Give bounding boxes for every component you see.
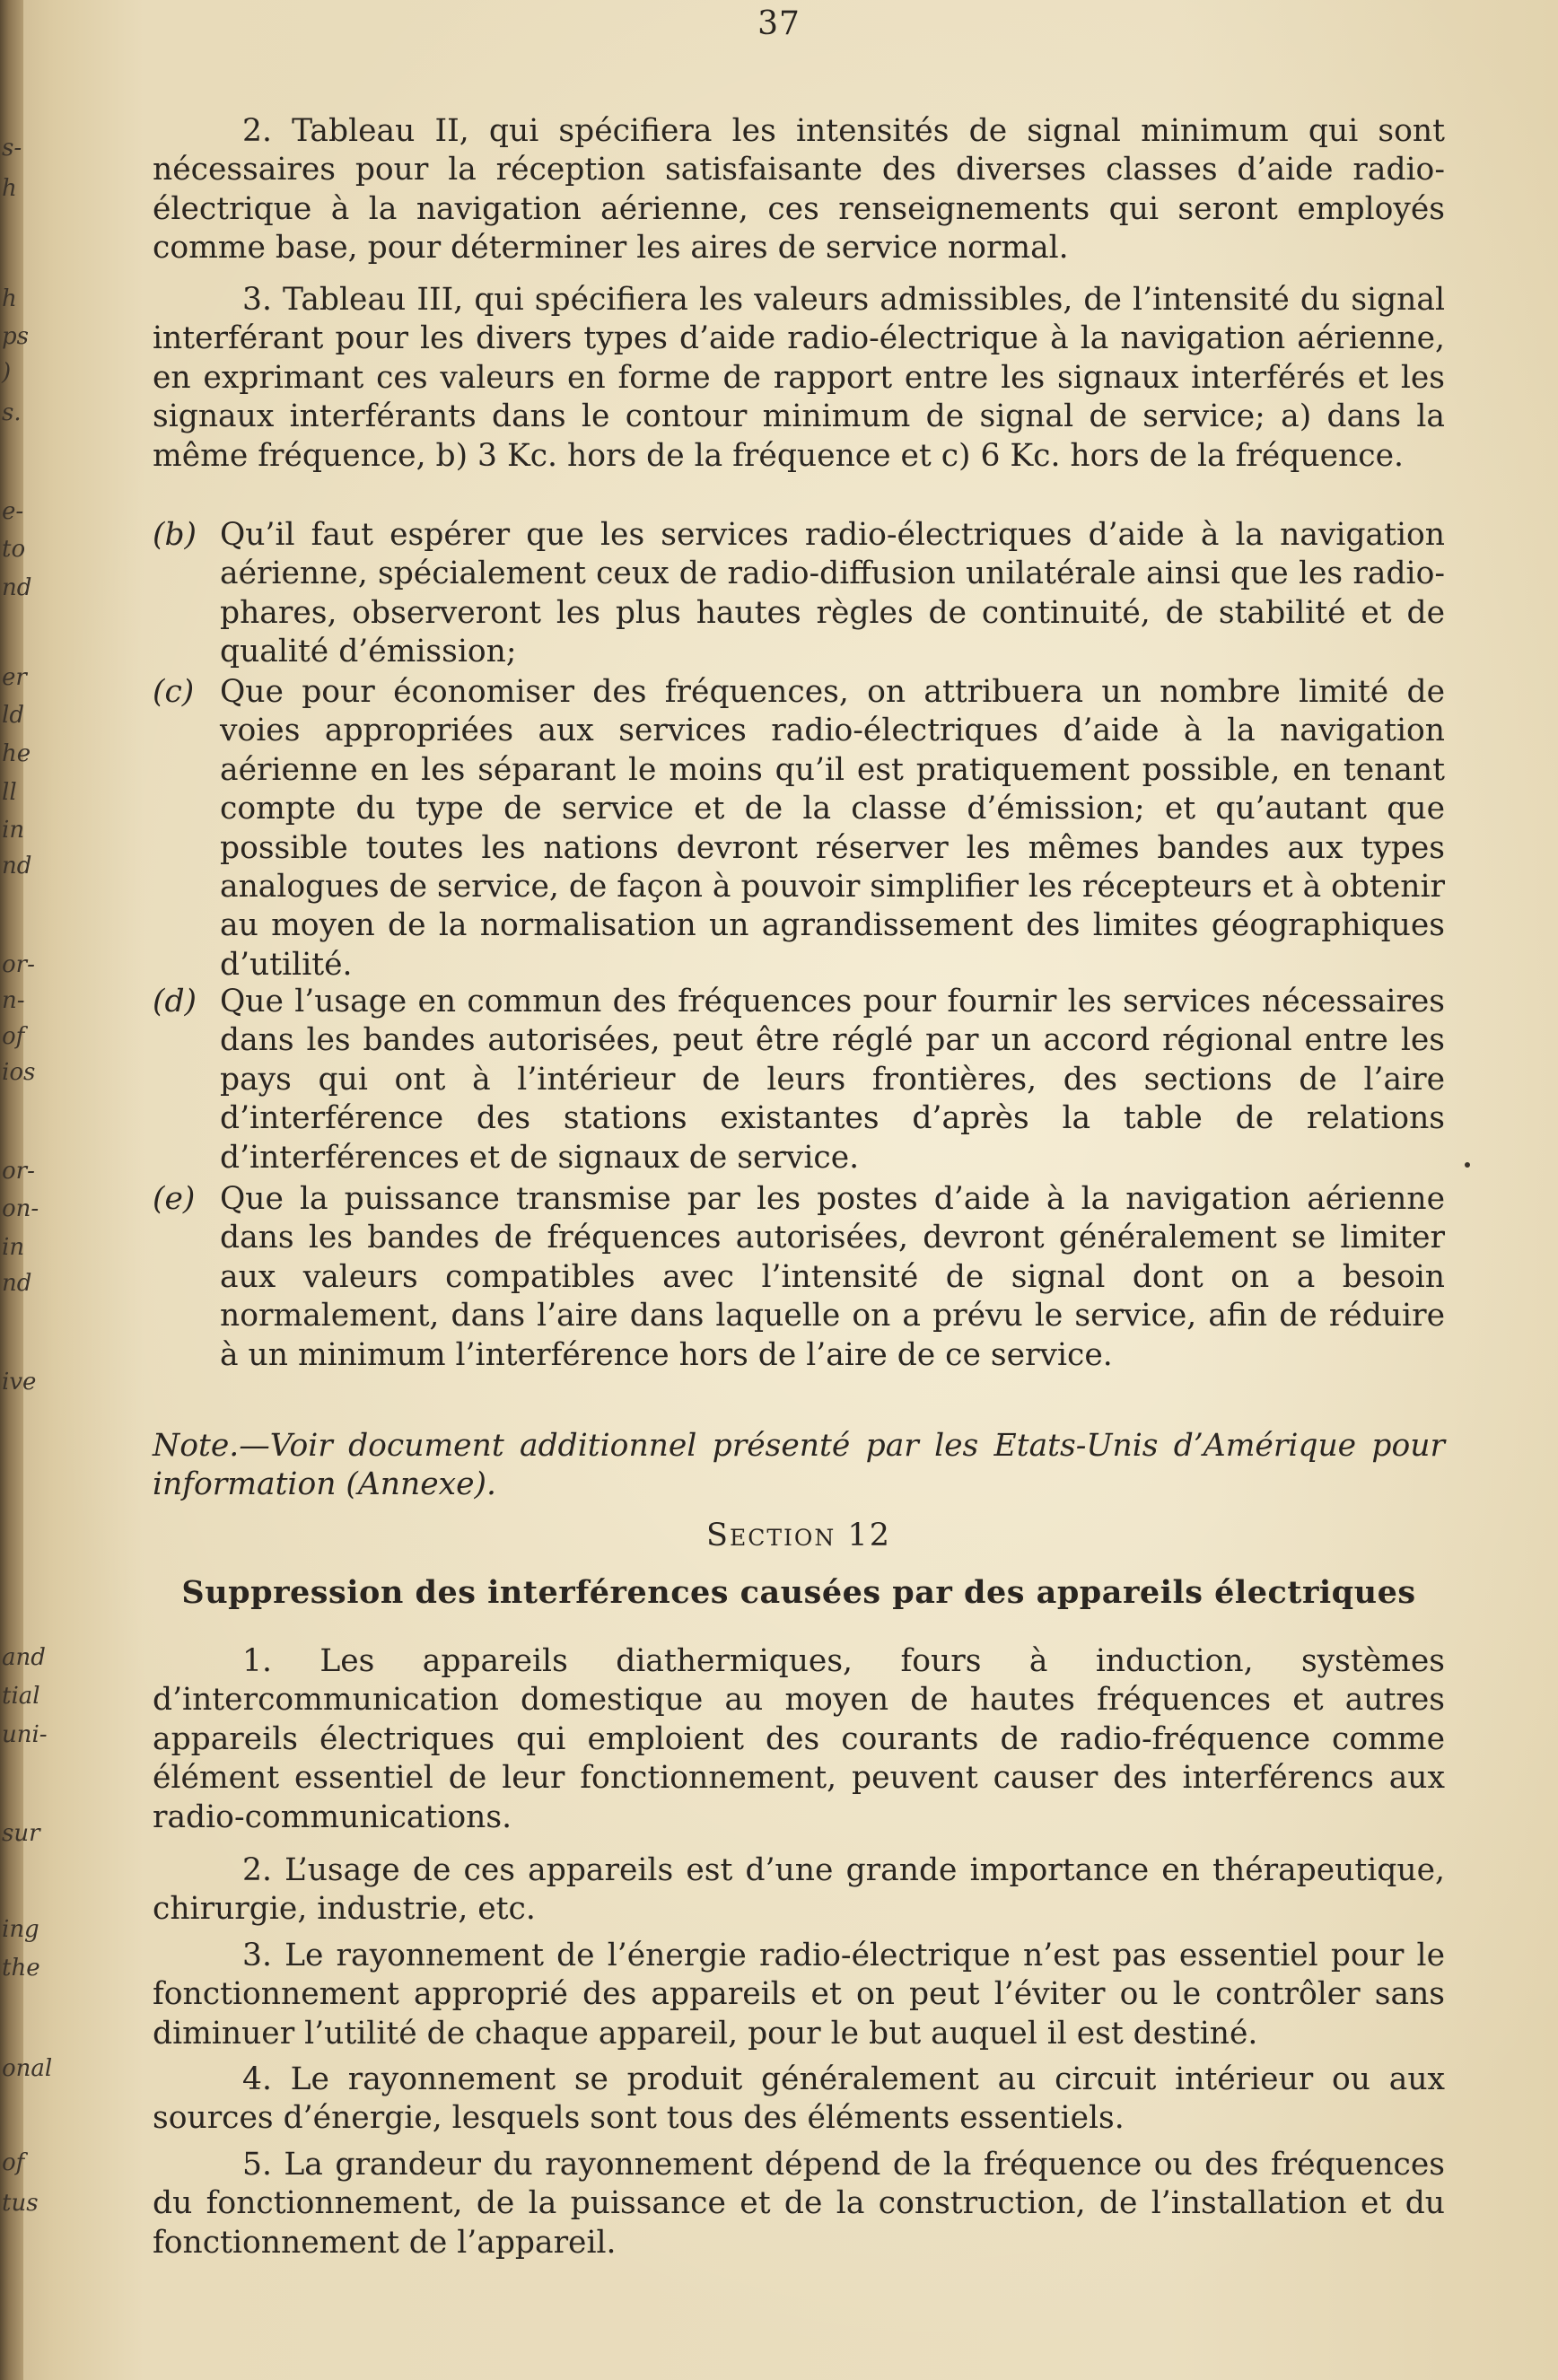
list-item-label: (b) xyxy=(153,517,197,553)
note-text: Note.—Voir document additionnel présenté par les Etats-Unis d’Amérique pour information (Annexe). xyxy=(153,1428,1445,1503)
list-item xyxy=(153,516,1445,672)
margin-fragment: of xyxy=(2,2149,25,2176)
margin-fragment: to xyxy=(2,536,26,563)
section-paragraph: 1. Les appareils diathermiques, fours à induction, systèmes d’intercommunication domestique au moyen de hautes fréquences et autres appareils électriques qui emploient des courants de radio-fréquence comme élément essentiel de leur fonctionnement, peuvent causer des interférencs aux radio-communications. xyxy=(153,1643,1445,1835)
section-paragraphs xyxy=(153,1642,1445,2262)
margin-fragment: h xyxy=(2,175,17,202)
section-paragraph: 3. Le rayonnement de l’énergie radio-électrique n’est pas essentiel pour le fonctionnement approprié des appareils et on peut l’éviter ou le contrôler sans diminuer l’utilité de chaque appareil, pour le but auquel il est destiné. xyxy=(153,1937,1445,2052)
margin-fragment: e- xyxy=(2,498,24,525)
margin-fragment: nd xyxy=(2,574,32,601)
list-item-text: Que pour économiser des fréquences, on attribuera un nombre limité de voies appropriées aux services radio-électriques d’aide à la navigation aérienne en les séparant le moins qu’il est pratiquement possible, en tenant compte du type de service et de la classe d’émission; et qu’autant que possible toutes les nations devront réserver les mêmes bandes aux types analogues de service, de façon à pouvoir simplifier les récepteurs et à obtenir au moyen de la normalisation un agrandissement des limites géographiques d’utilité. xyxy=(220,674,1445,983)
margin-fragment: s- xyxy=(2,135,22,162)
margin-fragment: ) xyxy=(2,359,12,386)
margin-fragment: onal xyxy=(2,2055,53,2082)
margin-fragment: nd xyxy=(2,853,32,879)
margin-fragment: ios xyxy=(2,1059,36,1086)
list-item xyxy=(153,673,1445,984)
margin-fragment: tial xyxy=(2,1683,40,1710)
margin-fragment: ive xyxy=(2,1369,37,1396)
margin-fragment: or- xyxy=(2,951,35,978)
paragraph-text: 2. Tableau II, qui spécifiera les intensités de signal minimum qui sont nécessaires pour la réception satisfaisante des diverses classes d’aide radio-électrique à la navigation aérienne, ces renseignements qui seront employés comme base, pour déterminer les aires de service normal. xyxy=(153,113,1445,267)
paragraph-tableau-2 xyxy=(153,112,1445,268)
margin-fragment: ld xyxy=(2,702,24,729)
facing-page-margin-fragments xyxy=(0,0,63,2380)
list-item xyxy=(153,1180,1445,1375)
margin-fragment: uni- xyxy=(2,1721,48,1748)
margin-fragment: ps xyxy=(2,323,29,350)
margin-fragment: ll xyxy=(2,779,17,806)
margin-fragment: s. xyxy=(2,399,22,426)
section-title: Section 12 xyxy=(706,1518,891,1553)
margin-fragment: or- xyxy=(2,1158,35,1185)
margin-fragment: he xyxy=(2,740,31,767)
section-paragraph: 5. La grandeur du rayonnement dépend de la fréquence ou des fréquences du fonctionnement, de la puissance et de la construction, de l’installation et du fonctionnement de l’appareil. xyxy=(153,2146,1445,2261)
margin-fragment: h xyxy=(2,285,17,312)
margin-fragment: tus xyxy=(2,2190,39,2217)
margin-fragment: of xyxy=(2,1023,25,1050)
list-item-text: Qu’il faut espérer que les services radio-électriques d’aide à la navigation aérienne, spécialement ceux de radio-diffusion unilatérale ainsi que les radio-phares, observeront les plus hautes règles de continuité, de stabilité et de qualité d’émission; xyxy=(220,517,1445,670)
margin-fragment: ing xyxy=(2,1916,39,1943)
margin-fragment: the xyxy=(2,1955,40,1982)
margin-fragment: sur xyxy=(2,1820,40,1847)
list-item xyxy=(153,983,1445,1177)
page-number: 37 xyxy=(757,5,801,42)
ink-speck xyxy=(1465,1162,1470,1168)
margin-fragment: on- xyxy=(2,1195,39,1222)
note-block xyxy=(153,1427,1445,1505)
margin-fragment: in xyxy=(2,817,25,844)
list-item-label: (e) xyxy=(153,1181,196,1217)
list-item-label: (d) xyxy=(153,984,197,1019)
margin-fragment: nd xyxy=(2,1270,32,1297)
paragraph-tableau-3 xyxy=(153,281,1445,476)
margin-fragment: in xyxy=(2,1234,25,1261)
section-heading: Suppression des interférences causées par des appareils électriques xyxy=(181,1574,1416,1612)
margin-fragment: er xyxy=(2,664,27,691)
list-item-label: (c) xyxy=(153,674,195,710)
list-item-text: Que l’usage en commun des fréquences pour fournir les services nécessaires dans les bandes autorisées, peut être réglé par un accord régional entre les pays qui ont à l’intérieur de leurs frontières, des sections de l’aire d’interférence des stations existantes d’après la table de relations d’interférences et de signaux de service. xyxy=(220,984,1445,1176)
margin-fragment: and xyxy=(2,1644,46,1671)
list-item-text: Que la puissance transmise par les postes d’aide à la navigation aérienne dans les bandes de fréquences autorisées, devront généralement se limiter aux valeurs compatibles avec l’intensité de signal dont on a besoin normalement, dans l’aire dans laquelle on a prévu le service, afin de réduire à un minimum l’interférence hors de l’aire de ce service. xyxy=(220,1181,1445,1373)
section-paragraph: 2. L’usage de ces appareils est d’une grande importance en thérapeutique, chirurgie, industrie, etc. xyxy=(153,1852,1445,1928)
margin-fragment: n- xyxy=(2,987,25,1014)
paragraph-text: 3. Tableau III, qui spécifiera les valeurs admissibles, de l’intensité du signal interférant pour les divers types d’aide radio-électrique à la navigation aérienne, en exprimant ces valeurs en forme de rapport entre les signaux interférés et les signaux interférants dans le contour minimum de signal de service; a) dans la même fréquence, b) 3 Kc. hors de la fréquence et c) 6 Kc. hors de la fréquence. xyxy=(153,282,1445,474)
section-paragraph: 4. Le rayonnement se produit généralement au circuit intérieur ou aux sources d’énergie, lesquels sont tous des éléments essentiels. xyxy=(153,2061,1445,2137)
section-header xyxy=(153,1517,1445,1613)
